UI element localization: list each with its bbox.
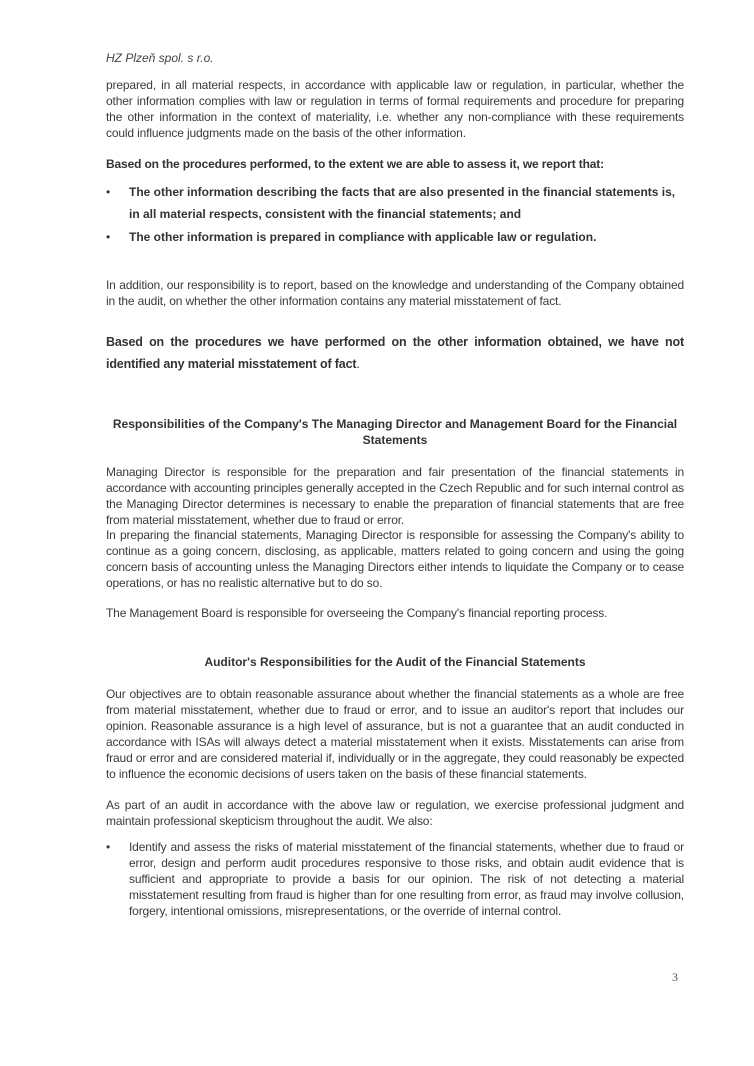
report-bullet (106, 228, 684, 246)
paragraph-auditor-1: Our objectives are to obtain reasonable assurance about whether the financial statements as a whole are free from material misstatement, whether due to fraud or error, and to issue an auditor's report that includes our opinion. Reasonable assurance is a high level of assurance, but is not a guarantee that an audit conducted in accordance with ISAs will always detect a material misstatement when it exists. Misstatements can arise from fraud or error and are considered material if, individually or in the aggregate, they could reasonably be expected to influence the economic decisions of users taken on the basis of these financial statements. (106, 687, 684, 781)
report-bullet (106, 181, 684, 225)
company-header: HZ Plzeň spol. s r.o. (106, 51, 214, 65)
paragraph-management-1: Managing Director is responsible for the preparation and fair presentation of the financial statements in accordance with accounting principles generally accepted in the Czech Republic and for such internal control as the Managing Director determines is necessary to enable the preparation of financial statements that are free from material misstatement, whether due to fraud or error. (106, 465, 684, 527)
bullet-dot: • (106, 185, 111, 199)
section-title-auditor: Auditor's Responsibilities for the Audit of the Financial Statements (204, 655, 586, 669)
auditor-bullet-text: Identify and assess the risks of material misstatement of the financial statements, whether due to fraud or error, design and perform audit procedures responsive to those risks, and obtain audit evidence that is sufficient and appropriate to provide a basis for our opinion. The risk of not detecting a material misstatement resulting from fraud is higher than for one resulting from error, as fraud may involve collusion, forgery, intentional omissions, misrepresentations, or the override of internal control. (129, 840, 684, 918)
conclusion-period: . (356, 357, 360, 371)
paragraph-auditor-2: As part of an audit in accordance with the above law or regulation, we exercise professional judgment and maintain professional skepticism throughout the audit. We also: (106, 798, 684, 828)
report-intro: Based on the procedures performed, to the extent we are able to assess it, we report that: (106, 157, 604, 171)
page-number: 3 (672, 970, 678, 984)
paragraph-other-info-continued: prepared, in all material respects, in accordance with applicable law or regulation, in particular, whether the other information complies with law or regulation in terms of formal requirements and procedure for preparing the other information in the context of materiality, i.e. whether any non-compliance with these requirements could influence judgments made on the basis of the other information. (106, 78, 684, 140)
bullet-dot: • (106, 230, 111, 244)
paragraph-addition-text: In addition, our responsibility is to report, based on the knowledge and understanding of the Company obtained in the audit, on whether the other information contains any material misstatement of fact. (106, 278, 684, 308)
paragraph-addition (106, 277, 684, 309)
paragraph-management-3: The Management Board is responsible for overseeing the Company's financial reporting process. (106, 606, 608, 620)
paragraph-management-2: In preparing the financial statements, Managing Director is responsible for assessing the Company's ability to continue as a going concern, disclosing, as applicable, matters related to going concern and using the going concern basis of accounting unless the Managing Directors either intends to liquidate the Company or to cease operations, or has no realistic alternative but to do so. (106, 528, 684, 590)
conclusion-text: Based on the procedures we have performed on the other information obtained, we have not identified any material misstatement of fact (106, 335, 684, 371)
report-bullet-text: The other information describing the facts that are also presented in the financial statements is, in all material respects, consistent with the financial statements; and (129, 185, 676, 221)
auditor-bullet (106, 839, 684, 919)
bullet-dot: • (106, 840, 111, 854)
report-bullet-text: The other information is prepared in compliance with applicable law or regulation. (129, 230, 597, 244)
conclusion-statement (106, 331, 684, 375)
section-title-management: Responsibilities of the Company's The Managing Director and Management Board for the Financial Statements (112, 417, 678, 447)
